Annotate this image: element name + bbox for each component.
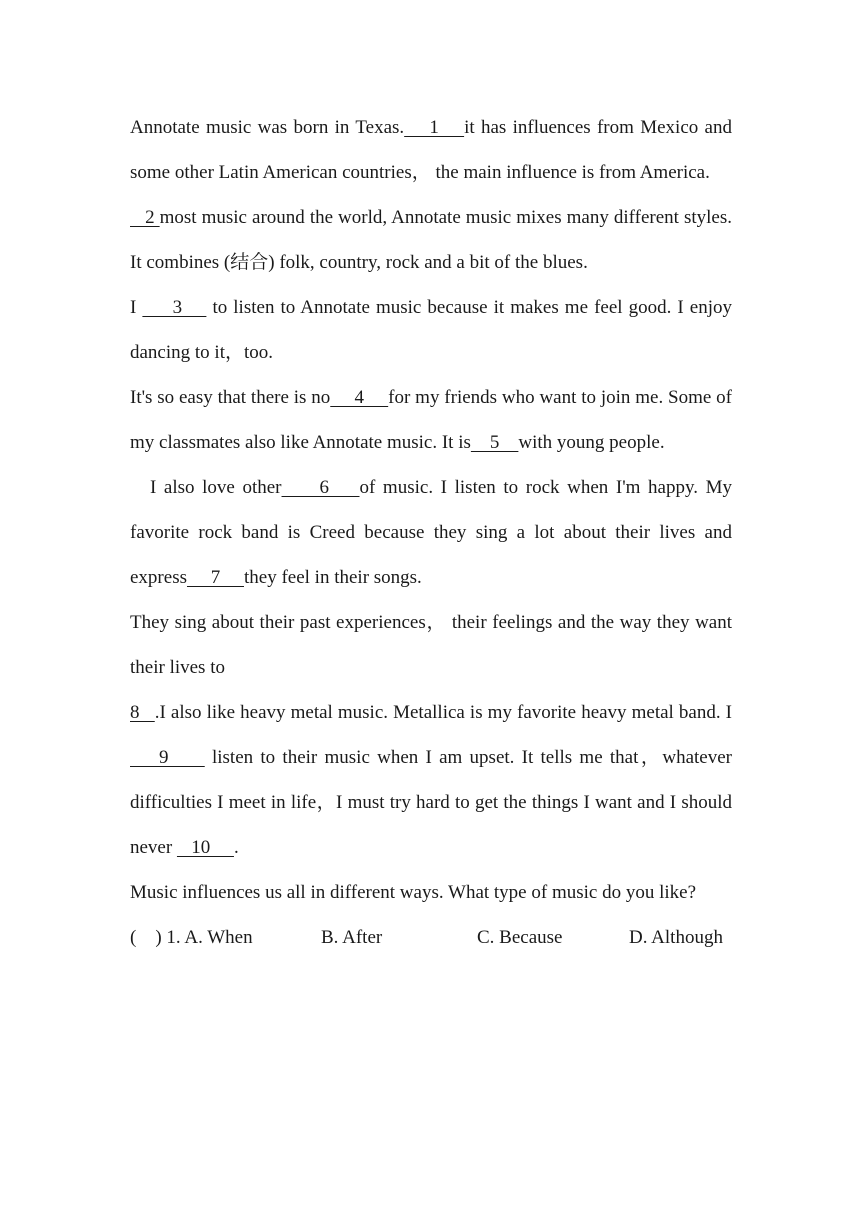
passage-text: They sing about their past experiences， their feelings and the way they want their lives to (130, 612, 732, 678)
passage-text: .I also like heavy metal music. Metallica is my favorite heavy metal band. I (154, 702, 733, 723)
paragraph-p3 (130, 285, 732, 375)
passage (130, 105, 732, 960)
passage-text: It's so easy that there is no (130, 387, 331, 408)
blank-answer: 9 (130, 747, 205, 768)
passage-text: Music influences us all in different ways. What type of music do you like? (130, 882, 697, 903)
passage-text: to listen to Annotate music because it makes me feel good. I enjoy dancing to it，too. (130, 297, 733, 363)
blank-answer: 3 (142, 297, 207, 318)
blank-answer: 2 (130, 207, 160, 228)
paragraph-p2 (130, 195, 732, 285)
paragraph-p5 (130, 465, 732, 600)
blank-answer: 4 (330, 387, 389, 408)
passage-text: most music around the world, Annotate music mixes many different styles. It combines (结合) folk, country, rock and a bit of the blues. (130, 207, 732, 273)
passage-text: they feel in their songs. (243, 567, 422, 588)
passage-text: . (233, 837, 239, 858)
blank-answer: 5 (470, 432, 519, 453)
passage-text: I (130, 297, 143, 318)
question-1-c: C. Because (477, 927, 563, 948)
passage-text: I also love other (150, 477, 282, 498)
blank-answer: 1 (404, 117, 465, 138)
question-1-a: ( ) 1. A. When (130, 927, 253, 948)
passage-text: it has influences from Mexico and some other Latin American countries， the main influence is from America. (130, 117, 732, 183)
blank-answer: 8 (130, 702, 155, 723)
paragraph-p1 (130, 105, 732, 195)
passage-text: listen to their music when I am upset. It tells me that，whatever difficulties I meet in life，I must try hard to get the things I want and I should never (130, 747, 732, 858)
question-1-d: D. Although (629, 927, 723, 948)
blank-answer: 7 (186, 567, 244, 588)
question-1-b: B. After (321, 927, 383, 948)
paragraph-p8 (130, 870, 732, 915)
paragraph-p6 (130, 600, 732, 690)
passage-text: of music. I listen to rock when I'm happy. My favorite rock band is Creed because they sing a lot about their lives and express (130, 477, 732, 588)
passage-text: Annotate music was born in Texas. (130, 117, 405, 138)
blank-answer: 10 (176, 837, 234, 858)
paragraph-p4 (130, 375, 732, 465)
question-1-options (130, 915, 732, 960)
paragraph-p7 (130, 690, 732, 870)
passage-body (130, 105, 732, 915)
blank-answer: 6 (281, 477, 360, 498)
passage-text: with young people. (518, 432, 665, 453)
passage-text: for my friends who want to join me. Some of my classmates also like Annotate music. It is (130, 387, 732, 453)
